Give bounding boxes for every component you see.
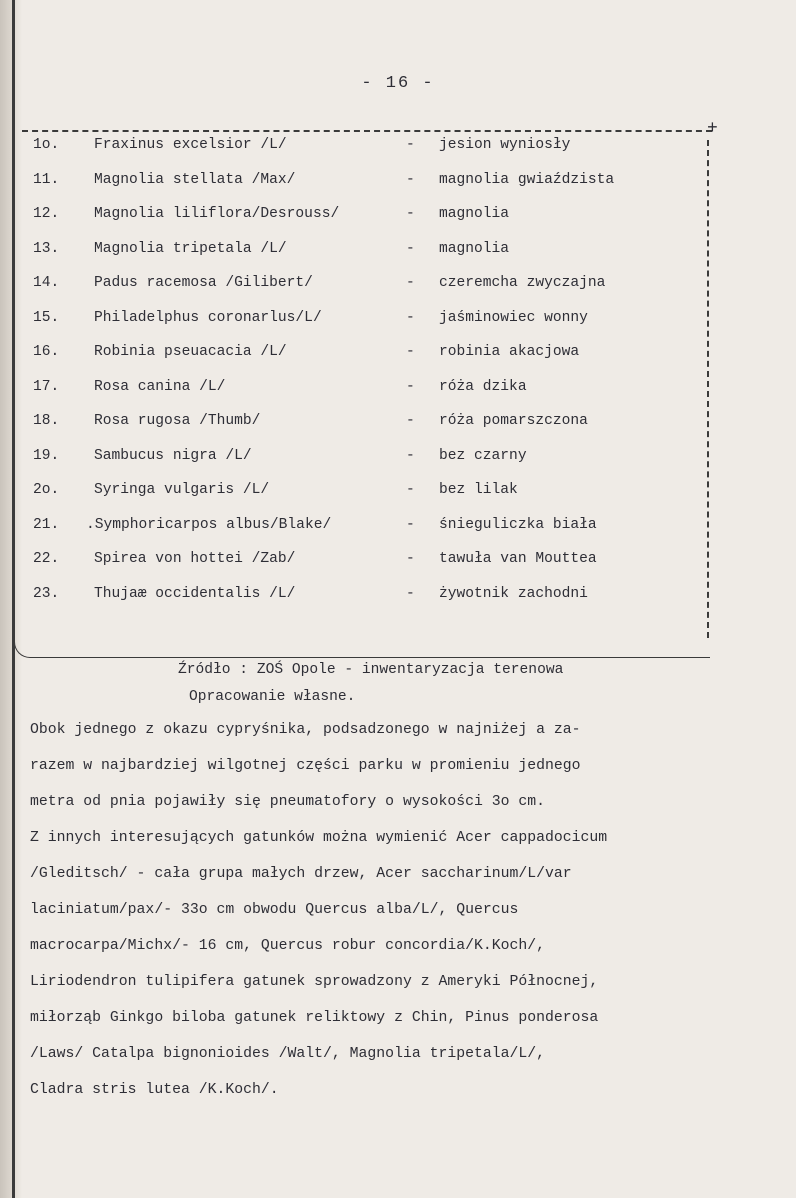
latin-name: Magnolia liliflora/Desrouss/ bbox=[94, 206, 340, 222]
source-author-line: Opracowanie własne. bbox=[189, 689, 356, 705]
polish-name: róża pomarszczona bbox=[439, 413, 588, 429]
latin-name: Philadelphus coronarlus/L/ bbox=[94, 309, 322, 326]
table-top-border bbox=[22, 130, 712, 132]
source-line: Źródło : ZOŚ Opole - inwentaryzacja terenowa bbox=[178, 662, 564, 678]
polish-name: robinia akacjowa bbox=[439, 344, 580, 360]
row-separator: - bbox=[406, 309, 415, 326]
latin-name: .Symphoricarpos albus/Blake/ bbox=[86, 516, 332, 533]
binding-edge bbox=[0, 0, 22, 1198]
paragraph-line: laciniatum/pax/- 33o cm obwodu Quercus alba/L/, Quercus bbox=[30, 902, 519, 918]
latin-name: Rosa rugosa /Thumb/ bbox=[94, 413, 261, 429]
row-number: 23. bbox=[33, 585, 60, 602]
row-number: 17. bbox=[33, 378, 60, 395]
paragraph-line: macrocarpa/Michx/- 16 cm, Quercus robur concordia/K.Koch/, bbox=[30, 938, 546, 954]
paragraph-line: /Laws/ Catalpa bignonioides /Walt/, Magnolia tripetala/L/, bbox=[30, 1046, 546, 1062]
row-number: 2o. bbox=[33, 482, 60, 498]
paragraph-line: /Gleditsch/ - cała grupa małych drzew, Acer saccharinum/L/var bbox=[30, 866, 572, 882]
row-separator: - bbox=[406, 137, 415, 153]
paragraph-line: Z innych interesujących gatunków można wymienić Acer cappadocicum bbox=[30, 830, 608, 846]
row-separator: - bbox=[406, 551, 415, 567]
paragraph-line: metra od pnia pojawiły się pneumatofory o wysokości 3o cm. bbox=[30, 794, 546, 810]
latin-name: Padus racemosa /Gilibert/ bbox=[94, 275, 313, 291]
latin-name: Robinia pseuacacia /L/ bbox=[94, 344, 287, 360]
row-separator: - bbox=[406, 585, 415, 602]
paragraph-line: razem w najbardziej wilgotnej części parku w promieniu jednego bbox=[30, 758, 581, 774]
polish-name: róża dzika bbox=[439, 378, 527, 395]
row-separator: - bbox=[406, 378, 415, 395]
row-separator: - bbox=[406, 171, 415, 188]
latin-name: Fraxinus excelsior /L/ bbox=[94, 137, 287, 153]
row-number: 16. bbox=[33, 344, 60, 360]
latin-name: Spirea von hottei /Zab/ bbox=[94, 551, 296, 567]
latin-name: Thujaæ occidentalis /L/ bbox=[94, 585, 296, 602]
paragraph-line: Obok jednego z okazu cypryśnika, podsadzonego w najniżej a za- bbox=[30, 722, 581, 738]
row-separator: - bbox=[406, 275, 415, 291]
latin-name: Magnolia stellata /Max/ bbox=[94, 171, 296, 188]
paragraph-line: Cladra stris lutea /K.Koch/. bbox=[30, 1082, 279, 1098]
row-separator: - bbox=[406, 516, 415, 533]
row-number: 12. bbox=[33, 206, 60, 222]
page-number: - 16 - bbox=[361, 74, 435, 93]
table-source-note bbox=[178, 657, 563, 711]
polish-name: śnieguliczka biała bbox=[439, 516, 597, 533]
row-number: 21. bbox=[33, 516, 60, 533]
polish-name: bez lilak bbox=[439, 482, 518, 498]
row-separator: - bbox=[406, 206, 415, 222]
latin-name: Syringa vulgaris /L/ bbox=[94, 482, 270, 498]
row-number: 19. bbox=[33, 447, 60, 464]
polish-name: bez czarny bbox=[439, 447, 527, 464]
row-number: 1o. bbox=[33, 137, 60, 153]
polish-name: magnolia bbox=[439, 206, 510, 222]
row-number: 15. bbox=[33, 309, 60, 326]
binding-rule bbox=[12, 0, 15, 1198]
row-number: 14. bbox=[33, 275, 60, 291]
polish-name: jaśminowiec wonny bbox=[439, 309, 588, 326]
polish-name: żywotnik zachodni bbox=[439, 585, 588, 602]
polish-name: jesion wyniosły bbox=[439, 137, 571, 153]
latin-name: Magnolia tripetala /L/ bbox=[94, 240, 287, 257]
paragraph-line: Liriodendron tulipifera gatunek sprowadzony z Ameryki Północnej, bbox=[30, 974, 599, 990]
row-separator: - bbox=[406, 482, 415, 498]
latin-name: Rosa canina /L/ bbox=[94, 378, 226, 395]
table-bottom-border bbox=[14, 637, 710, 658]
row-number: 13. bbox=[33, 240, 60, 257]
table-corner-mark: + bbox=[707, 119, 718, 139]
row-separator: - bbox=[406, 447, 415, 464]
row-separator: - bbox=[406, 344, 415, 360]
row-number: 11. bbox=[33, 171, 60, 188]
polish-name: magnolia bbox=[439, 240, 510, 257]
row-separator: - bbox=[406, 240, 415, 257]
polish-name: czeremcha zwyczajna bbox=[439, 275, 606, 291]
row-number: 18. bbox=[33, 413, 60, 429]
polish-name: magnolia gwiaździsta bbox=[439, 171, 615, 188]
table-right-border bbox=[707, 140, 709, 638]
row-number: 22. bbox=[33, 551, 60, 567]
latin-name: Sambucus nigra /L/ bbox=[94, 447, 252, 464]
polish-name: tawuła van Mouttea bbox=[439, 551, 597, 567]
paragraph-line: miłorząb Ginkgo biloba gatunek reliktowy z Chin, Pinus ponderosa bbox=[30, 1010, 599, 1026]
row-separator: - bbox=[406, 413, 415, 429]
